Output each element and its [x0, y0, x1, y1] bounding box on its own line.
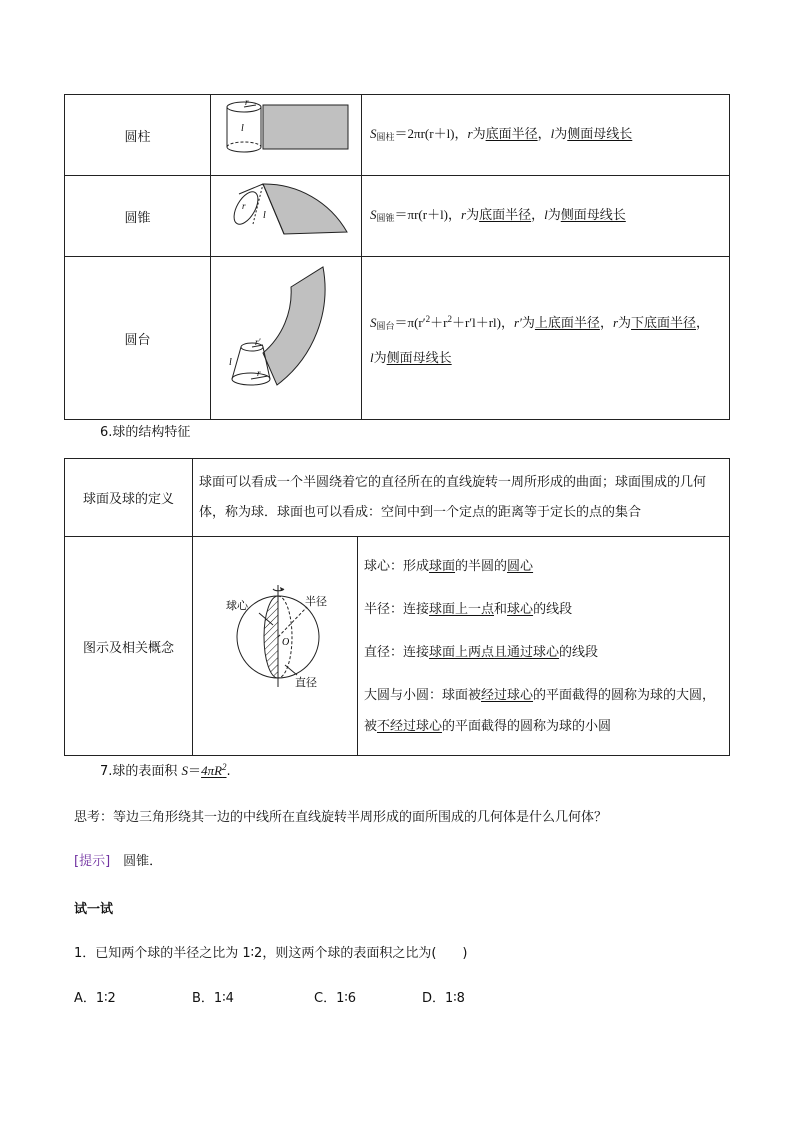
formula-subscript: 圆锥: [376, 212, 395, 223]
option-b[interactable]: B．1∶4: [192, 991, 234, 1006]
formula-cone: [362, 176, 730, 257]
concept-small-circle: [358, 711, 729, 742]
text: .: [226, 764, 231, 779]
underlined-term: 经过球心: [481, 687, 534, 703]
text: 为: [618, 314, 632, 330]
label-r: r: [245, 97, 249, 107]
row-definition: [65, 459, 730, 537]
text: 为: [547, 206, 561, 222]
option-a[interactable]: A．1∶2: [74, 991, 116, 1006]
var-r-prime: r′: [514, 314, 522, 330]
text: ＝: [188, 764, 202, 779]
concept-great-circle: [358, 680, 729, 711]
text: 球心：形成: [364, 558, 430, 574]
text: 为: [472, 125, 486, 141]
label-l: l: [263, 210, 266, 221]
text: 的线段: [533, 601, 573, 617]
formula-expression: ＝2πr(r＋l)，: [394, 125, 468, 141]
underlined-term: 球面上一点: [429, 601, 495, 617]
formula-value: 4πR: [201, 763, 223, 778]
label-l: l: [229, 357, 232, 368]
hint-text: 圆锥．: [123, 854, 163, 869]
hint: [74, 850, 162, 869]
formula-S: S: [370, 314, 377, 330]
sphere-figure: [193, 537, 358, 756]
definition-text: 球面可以看成一个半圆绕着它的直径所在的直线旋转一周所形成的曲面；球面围成的几何体，称为球．球面也可以看成：空间中到一个定点的距离等于定长的点的集合: [193, 459, 730, 537]
term-slant-height: 侧面母线长: [386, 349, 452, 365]
thinking-question: 思考：等边三角形绕其一边的中线所在直线旋转半周形成的面所围成的几何体是什么几何体？: [74, 810, 608, 825]
sphere-diagram: [193, 537, 357, 751]
solid-name: 圆锥: [65, 176, 211, 257]
underlined-term: 球面上两点: [429, 644, 495, 660]
text: 为: [521, 314, 535, 330]
term-upper-radius: 上底面半径: [534, 314, 600, 330]
underlined-term: 且通过球心: [494, 644, 560, 660]
cone-figure: [211, 176, 362, 257]
cylinder-figure: [211, 95, 362, 176]
label-r-prime: r′: [255, 337, 261, 347]
question-1-stem: 1．已知两个球的半径之比为 1∶2，则这两个球的表面积之比为( ): [74, 946, 468, 961]
text: 的平面截得的圆称为球的大圆，: [533, 687, 716, 703]
text: 的平面截得的圆称为球的小圆: [442, 718, 612, 734]
label-r: r: [242, 201, 246, 211]
text: 的半圆的: [455, 558, 508, 574]
formula-subscript: 圆台: [376, 320, 395, 331]
formula-superscript: 2: [447, 313, 452, 324]
formula-cylinder: [362, 95, 730, 176]
text: 被: [364, 718, 378, 734]
try-it-heading: 试一试: [74, 902, 114, 917]
formula-superscript: 2: [222, 762, 227, 772]
text: 为: [466, 206, 480, 222]
term-base-radius: 底面半径: [485, 125, 538, 141]
surface-area-table: [64, 94, 730, 420]
frustum-figure: [211, 257, 362, 420]
label-o: O: [282, 637, 290, 648]
var-r: r: [467, 125, 473, 141]
label-radius: 半径: [305, 595, 327, 608]
var-S: S: [181, 763, 189, 778]
text: 7.球的表面积: [100, 764, 182, 779]
text: 大圆与小圆：球面被: [364, 687, 482, 703]
section-7-title: [100, 760, 231, 779]
formula-expression: ＝π(r′: [394, 314, 426, 330]
term-base-radius: 底面半径: [479, 206, 532, 222]
concept-center: [358, 551, 729, 582]
term-slant-height: 侧面母线长: [567, 125, 633, 141]
term-lower-radius: 下底面半径: [631, 314, 697, 330]
definition-label: 球面及球的定义: [65, 459, 193, 537]
formula-expression: ＋r′l＋rl)，: [451, 314, 514, 330]
text: ，: [599, 314, 613, 330]
text: 为: [554, 125, 568, 141]
formula-expression: ＝πr(r＋l)，: [394, 206, 462, 222]
sphere-table: [64, 458, 730, 756]
row-cylinder: [65, 95, 730, 176]
formula-S: S: [370, 206, 377, 222]
row-concepts: [65, 537, 730, 756]
text: ，: [531, 206, 545, 222]
hint-label: [提示]: [74, 854, 111, 869]
option-d[interactable]: D．1∶8: [422, 991, 465, 1006]
var-r: r: [461, 206, 467, 222]
sphere-area-formula: [201, 763, 226, 778]
text: ，: [537, 125, 551, 141]
text: 的线段: [559, 644, 599, 660]
underlined-term: 圆心: [507, 558, 534, 574]
var-l: l: [370, 349, 374, 365]
section-6-title: 6.球的结构特征: [100, 425, 191, 440]
frustum-unfold-diagram: [211, 257, 361, 415]
concept-diameter: [358, 637, 729, 668]
formula-superscript: 2: [425, 313, 431, 324]
underlined-term: 球面: [429, 558, 456, 574]
concepts-list: [358, 537, 730, 756]
text: 半径：连接: [364, 601, 430, 617]
label-center: 球心: [226, 599, 248, 612]
var-l: l: [550, 125, 555, 141]
formula-S: S: [370, 125, 377, 141]
label-diameter: 直径: [295, 676, 317, 689]
var-r: r: [612, 314, 619, 330]
solid-name: 圆台: [65, 257, 211, 420]
text: 和: [494, 601, 508, 617]
var-l: l: [544, 206, 548, 222]
formula-frustum: [362, 257, 730, 420]
row-cone: [65, 176, 730, 257]
label-r: r: [257, 368, 261, 378]
row-frustum: [65, 257, 730, 420]
formula-subscript: 圆柱: [376, 131, 395, 142]
formula-expression: ＋r: [430, 314, 448, 330]
label-l: l: [241, 123, 244, 134]
cylinder-unfold-diagram: [211, 95, 361, 171]
text: 为: [373, 349, 387, 365]
text: 直径：连接: [364, 644, 430, 660]
underlined-term: 球心: [507, 601, 534, 617]
text: ，: [696, 314, 710, 330]
solid-name: 圆柱: [65, 95, 211, 176]
option-c[interactable]: C．1∶6: [314, 991, 357, 1006]
term-slant-height: 侧面母线长: [560, 206, 626, 222]
underlined-term: 不经过球心: [377, 718, 443, 734]
concept-radius: [358, 594, 729, 625]
cone-unfold-diagram: [211, 176, 361, 252]
concepts-label: 图示及相关概念: [65, 537, 193, 756]
